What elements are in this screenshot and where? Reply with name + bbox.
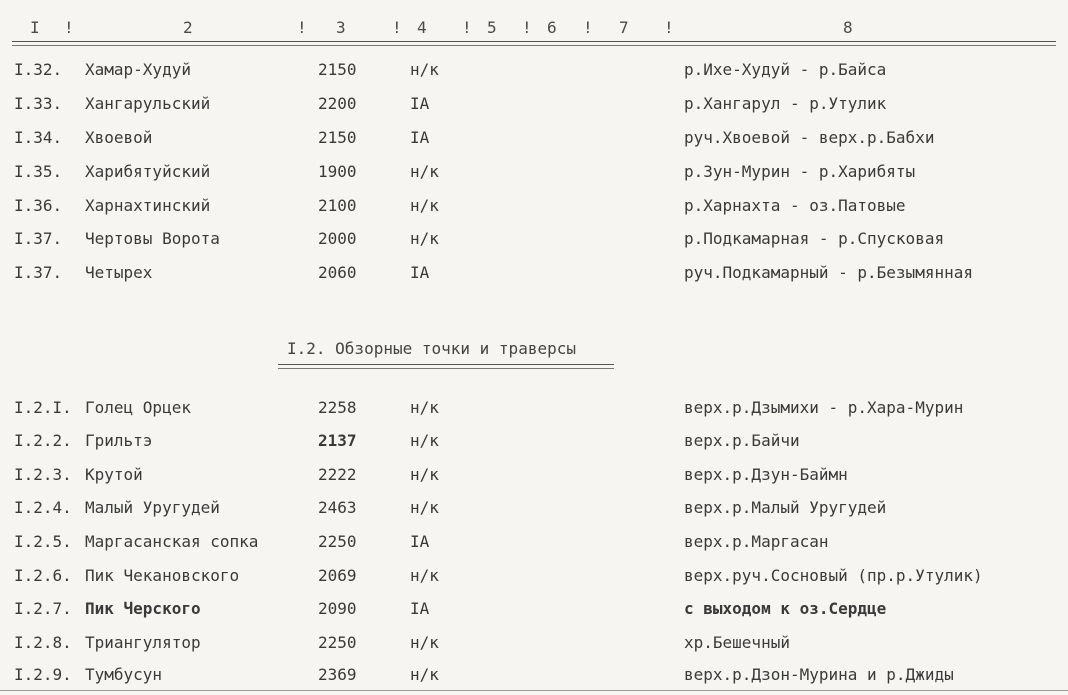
row-number: I.2.I.: [14, 398, 72, 417]
row-route: р.Зун-Мурин - р.Харибяты: [684, 162, 916, 181]
header-sep: !: [522, 18, 532, 37]
row-number: I.2.4.: [14, 498, 72, 517]
row-name: Крутой: [85, 465, 143, 484]
table-row: [0, 398, 1068, 426]
row-height: 2150: [318, 128, 357, 147]
row-name: Триангулятор: [85, 633, 201, 652]
table-row: [0, 431, 1068, 459]
row-category: н/к: [410, 196, 439, 215]
row-name: Четырех: [85, 263, 153, 282]
row-name: Хвоевой: [85, 128, 153, 147]
row-number: I.36.: [14, 196, 63, 215]
row-name: Голец Орцек: [85, 398, 191, 417]
row-category: н/к: [410, 498, 439, 517]
row-route: верх.р.Дзун-Баймн: [684, 465, 848, 484]
row-name: Пик Чекановского: [85, 566, 240, 585]
table-row: [0, 566, 1068, 594]
row-category: IA: [410, 94, 430, 113]
row-route: р.Ихе-Худуй - р.Байса: [684, 60, 887, 79]
table-row: [0, 60, 1068, 88]
header-sep: !: [392, 18, 402, 37]
header-col-6: 6: [547, 18, 557, 37]
section-title-underline: [278, 364, 614, 365]
table-row: [0, 162, 1068, 190]
row-height: 2222: [318, 465, 357, 484]
table-row: [0, 532, 1068, 560]
row-category: н/к: [410, 162, 439, 181]
row-number: I.37.: [14, 229, 63, 248]
row-name: Пик Черского: [85, 599, 201, 618]
row-route: с выходом к оз.Сердце: [684, 599, 887, 618]
row-number: I.33.: [14, 94, 63, 113]
header-col-2: 2: [183, 18, 193, 37]
table-row: [0, 196, 1068, 224]
row-number: I.34.: [14, 128, 63, 147]
table-row: [0, 599, 1068, 627]
row-name: Харибятуйский: [85, 162, 211, 181]
row-name: Малый Уругудей: [85, 498, 220, 517]
row-number: I.2.2.: [14, 431, 72, 450]
row-route: верх.р.Байчи: [684, 431, 800, 450]
row-height: 2100: [318, 196, 357, 215]
row-number: I.2.9.: [14, 665, 72, 684]
row-height: 1900: [318, 162, 357, 181]
row-number: I.37.: [14, 263, 63, 282]
row-height: 2090: [318, 599, 357, 618]
header-rule: [12, 41, 1056, 42]
row-category: н/к: [410, 60, 439, 79]
row-category: IA: [410, 263, 430, 282]
row-route: верх.р.Дзон-Мурина и р.Джиды: [684, 665, 954, 684]
row-number: I.2.3.: [14, 465, 72, 484]
row-number: I.35.: [14, 162, 63, 181]
row-height: 2250: [318, 633, 357, 652]
section-title: I.2. Обзорные точки и траверсы: [287, 339, 576, 358]
header-sep: !: [664, 18, 674, 37]
row-route: р.Хангарул - р.Утулик: [684, 94, 887, 113]
header-rule-double: [12, 45, 1056, 46]
header-sep: !: [297, 18, 307, 37]
row-height: 2150: [318, 60, 357, 79]
row-name: Хамар-Худуй: [85, 60, 191, 79]
header-sep: !: [462, 18, 472, 37]
header-sep: !: [583, 18, 593, 37]
row-height: 2137: [318, 431, 357, 450]
row-route: руч.Хвоевой - верх.р.Бабхи: [684, 128, 935, 147]
row-name: Хангарульский: [85, 94, 211, 113]
row-height: 2000: [318, 229, 357, 248]
row-route: верх.р.Дзымихи - р.Хара-Мурин: [684, 398, 964, 417]
row-category: н/к: [410, 398, 439, 417]
row-number: I.2.6.: [14, 566, 72, 585]
row-category: н/к: [410, 665, 439, 684]
header-col-5: 5: [487, 18, 497, 37]
row-height: 2369: [318, 665, 357, 684]
row-height: 2200: [318, 94, 357, 113]
row-route: верх.р.Маргасан: [684, 532, 829, 551]
row-route: верх.р.Малый Уругудей: [684, 498, 887, 517]
row-route: р.Подкамарная - р.Спусковая: [684, 229, 945, 248]
row-category: IA: [410, 128, 430, 147]
row-category: н/к: [410, 229, 439, 248]
table-row: [0, 229, 1068, 257]
row-number: I.32.: [14, 60, 63, 79]
header-col-1: I: [30, 18, 40, 37]
table-row: [0, 128, 1068, 156]
header-sep: !: [64, 18, 74, 37]
table-row: [0, 498, 1068, 526]
row-category: н/к: [410, 465, 439, 484]
row-category: IA: [410, 532, 430, 551]
header-col-3: 3: [336, 18, 346, 37]
row-height: 2463: [318, 498, 357, 517]
row-category: н/к: [410, 431, 439, 450]
table-row: [0, 94, 1068, 122]
row-height: 2258: [318, 398, 357, 417]
table-row: [0, 465, 1068, 493]
row-route: р.Харнахта - оз.Патовые: [684, 196, 906, 215]
row-number: I.2.7.: [14, 599, 72, 618]
section-title-underline-double: [278, 368, 614, 369]
page-bottom-edge: [0, 690, 1068, 691]
row-number: I.2.5.: [14, 532, 72, 551]
row-name: Тумбусун: [85, 665, 163, 684]
row-category: н/к: [410, 566, 439, 585]
row-route: верх.руч.Сосновый (пр.р.Утулик): [684, 566, 983, 585]
row-name: Харнахтинский: [85, 196, 211, 215]
row-route: хр.Бешечный: [684, 633, 790, 652]
header-col-7: 7: [619, 18, 629, 37]
table-row: [0, 633, 1068, 661]
row-name: Чертовы Ворота: [85, 229, 220, 248]
row-height: 2060: [318, 263, 357, 282]
table-row: [0, 263, 1068, 291]
header-col-4: 4: [417, 18, 427, 37]
row-number: I.2.8.: [14, 633, 72, 652]
row-name: Маргасанская сопка: [85, 532, 259, 551]
row-route: руч.Подкамарный - р.Безымянная: [684, 263, 973, 282]
row-category: н/к: [410, 633, 439, 652]
row-height: 2069: [318, 566, 357, 585]
row-category: IA: [410, 599, 430, 618]
row-height: 2250: [318, 532, 357, 551]
table-row: [0, 665, 1068, 693]
header-col-8: 8: [843, 18, 853, 37]
row-name: Грильтэ: [85, 431, 153, 450]
